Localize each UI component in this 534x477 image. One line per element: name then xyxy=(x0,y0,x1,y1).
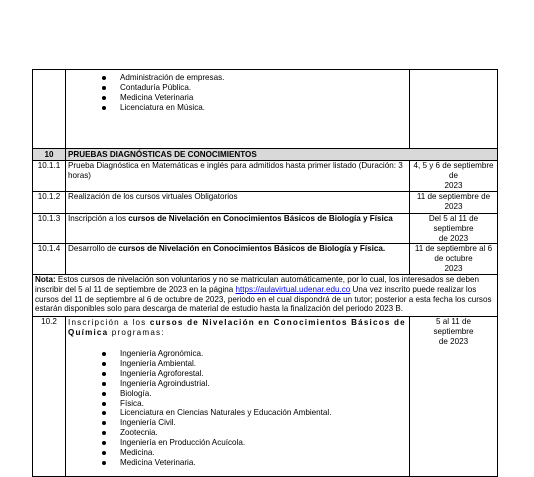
row-activity xyxy=(66,317,410,477)
list-item: Biología. xyxy=(99,389,407,399)
date-line: de 2023 xyxy=(438,336,469,346)
date-line: Del 5 al 11 de xyxy=(428,213,479,223)
table-row xyxy=(33,191,498,213)
section-title: PRUEBAS DIAGNÓSTICAS DE CONOCIMIENTOS xyxy=(66,149,498,161)
row-number: 10.1.1 xyxy=(33,161,66,192)
row-date xyxy=(410,213,498,244)
activity-bold-text: cursos de Nivelación en Conocimientos Básicos de Biología y Física. xyxy=(118,244,386,254)
list-item: Medicina Veterinaria xyxy=(99,93,407,103)
row-activity: Realización de los cursos virtuales Obligatorios xyxy=(66,191,410,213)
list-item: Licenciatura en Música. xyxy=(99,103,407,113)
table-row xyxy=(33,244,498,275)
activity-text-suffix: programas: xyxy=(108,328,165,338)
program-list-cell xyxy=(66,70,410,149)
row-number: 10.1.2 xyxy=(33,191,66,213)
row-number: 10.2 xyxy=(33,317,66,477)
table-row xyxy=(33,213,498,244)
list-item: Ingeniería Agroforestal. xyxy=(99,369,407,379)
aula-virtual-link[interactable]: https://aulavirtual.udenar.edu.co xyxy=(235,284,351,294)
table-row-10-2 xyxy=(33,317,498,477)
note-text: Estos cursos de nivelación son voluntarios y no se matriculan automáticamente, por lo cual, los interesados se deben inscribir del 5 al 11 de septiembre de 2023 en la página xyxy=(35,275,480,294)
date-line: de 2023 xyxy=(438,233,469,243)
date-line: 11 de septiembre de xyxy=(416,191,491,201)
activity-bold-text: cursos de Nivelación en Conocimientos Básicos de Biología y Física xyxy=(128,213,393,223)
program-list xyxy=(68,349,407,468)
list-item: Ingeniería en Producción Acuícola. xyxy=(99,438,407,448)
list-item: Física. xyxy=(99,399,407,409)
list-item: Administración de empresas. xyxy=(99,73,407,83)
date-line: 2023 xyxy=(444,201,463,211)
list-item: Medicina Veterinaria. xyxy=(99,458,407,468)
note-row xyxy=(33,275,498,317)
row-number: 10.1.4 xyxy=(33,244,66,275)
activity-text: Desarrollo de xyxy=(68,244,119,254)
list-item: Medicina. xyxy=(99,448,407,458)
activity-text: Inscripción a los xyxy=(68,318,150,328)
date-line: de octubre xyxy=(434,254,473,264)
row-activity: Prueba Diagnóstica en Matemáticas e inglés para admitidos hasta primer listado (Duración: 3 horas) xyxy=(66,161,410,192)
note-text-continued: Una vez inscrito puede realizar los cursos del 11 de septiembre al 6 de octubre de 2023, periodo en el cual dispondrá de un tutor; posterior a esta fecha los cursos estarán disponibles solo para descarga de material de estudio hasta la finalización del periodo 2023 B. xyxy=(35,284,492,314)
table-row xyxy=(33,161,498,192)
row-date xyxy=(410,161,498,192)
row-activity xyxy=(66,213,410,244)
activity-bold-text: cursos de Nivelación en Conocimientos Básicos de Química xyxy=(68,318,406,338)
row-date xyxy=(410,244,498,275)
schedule-table xyxy=(32,69,498,477)
date-line: 4, 5 y 6 de septiembre xyxy=(413,161,494,170)
row-activity xyxy=(66,244,410,275)
empty-num-cell xyxy=(33,70,66,149)
list-item: Zootecnia. xyxy=(99,428,407,438)
list-item: Licenciatura en Ciencias Naturales y Educación Ambiental. xyxy=(99,408,407,418)
list-item: Ingeniería Civil. xyxy=(99,418,407,428)
date-line: septiembre xyxy=(433,327,474,337)
list-item: Ingeniería Ambiental. xyxy=(99,359,407,369)
activity-text: Inscripción a los xyxy=(68,213,129,223)
note-label: Nota: xyxy=(35,275,56,285)
date-line: septiembre xyxy=(433,223,474,233)
list-item: Contaduría Pública. xyxy=(99,83,407,93)
section-header-row xyxy=(33,149,498,161)
date-line: 11 de septiembre al 6 xyxy=(414,244,493,254)
section-number: 10 xyxy=(33,149,66,161)
row-number: 10.1.3 xyxy=(33,213,66,244)
list-item: Ingeniería Agroindustrial. xyxy=(99,379,407,389)
date-line: 5 al 11 de xyxy=(436,317,471,327)
row-date xyxy=(410,317,498,477)
activity-heading xyxy=(68,318,407,338)
list-item: Ingeniería Agronómica. xyxy=(99,349,407,359)
program-list xyxy=(68,73,407,113)
date-line: 2023 xyxy=(444,264,463,274)
empty-date-cell xyxy=(410,70,498,149)
table-row-continuation xyxy=(33,70,498,149)
note-cell xyxy=(33,275,498,317)
date-line: de xyxy=(448,170,458,180)
date-line: 2023 xyxy=(444,180,463,190)
row-date xyxy=(410,191,498,213)
